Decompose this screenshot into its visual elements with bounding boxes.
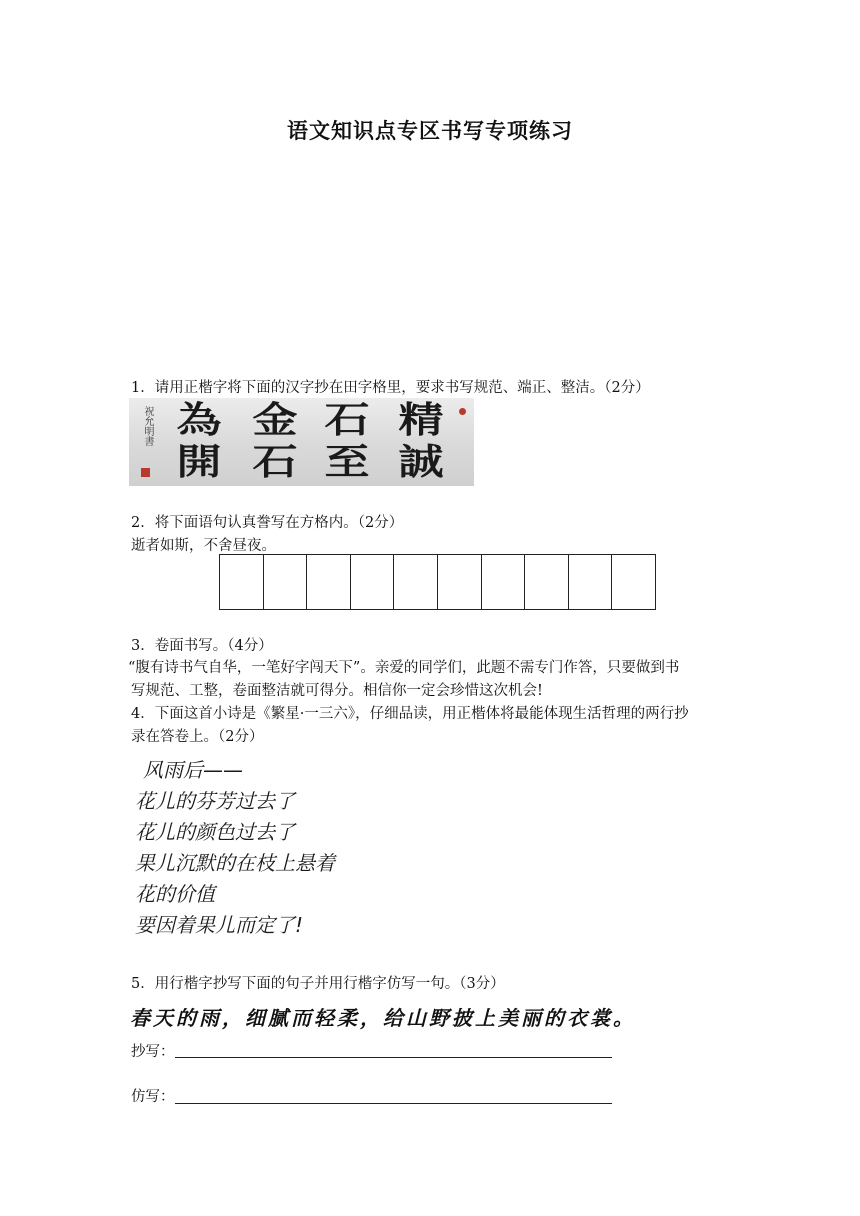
calligraphy-char: 誠 xyxy=(398,441,444,483)
poem-line: 要因着果儿而定了! xyxy=(135,913,304,937)
grid-cell[interactable] xyxy=(612,555,656,609)
poem-line: 风雨后—— xyxy=(143,758,243,782)
calligraphy-sentence: 春天的雨，细腻而轻柔，给山野披上美丽的衣裳。 xyxy=(130,1006,636,1030)
calligraphy-char: 精 xyxy=(398,399,444,441)
calligraphy-char: 石 xyxy=(252,441,298,483)
grid-cell[interactable] xyxy=(482,555,526,609)
grid-cell[interactable] xyxy=(438,555,482,609)
question-2-sentence: 逝者如斯，不舍昼夜。 xyxy=(131,538,276,554)
question-4-text-line-2: 录在答卷上。（2分） xyxy=(131,729,264,745)
imitate-answer-line[interactable] xyxy=(175,1086,612,1104)
grid-cell[interactable] xyxy=(220,555,264,609)
calligraphy-signature: 祝允明書 xyxy=(142,406,153,446)
seal-stamp-icon xyxy=(141,468,150,477)
question-3-body-line-1: “腹有诗书气自华，一笔好字闯天下”。亲爱的同学们，此题不需专门作答，只要做到书 xyxy=(128,660,680,676)
question-4-text-line-1: 4．下面这首小诗是《繁星·一三六》，仔细品读，用正楷体将最能体现生活哲理的两行抄 xyxy=(131,706,689,722)
calligraphy-char: 金 xyxy=(252,399,298,441)
question-5-text: 5．用行楷字抄写下面的句子并用行楷字仿写一句。（3分） xyxy=(131,976,505,992)
calligraphy-char: 開 xyxy=(176,441,222,483)
calligraphy-char: 為 xyxy=(176,399,222,441)
page-title: 语文知识点专区书写专项练习 xyxy=(287,119,573,143)
poem-line: 花儿的芬芳过去了 xyxy=(135,789,295,813)
copy-label: 抄写： xyxy=(131,1044,175,1060)
poem-line: 花儿的颜色过去了 xyxy=(135,820,295,844)
calligraphy-char: 石 xyxy=(324,399,370,441)
grid-cell[interactable] xyxy=(351,555,395,609)
grid-cell[interactable] xyxy=(394,555,438,609)
grid-cell[interactable] xyxy=(569,555,613,609)
grid-cell[interactable] xyxy=(307,555,351,609)
imitate-label: 仿写： xyxy=(131,1089,175,1105)
seal-stamp-icon xyxy=(459,408,466,415)
calligraphy-char: 至 xyxy=(324,441,370,483)
copy-answer-line[interactable] xyxy=(175,1040,612,1058)
poem-line: 花的价值 xyxy=(135,882,215,906)
poem-line: 果儿沉默的在枝上悬着 xyxy=(135,851,335,875)
grid-cell[interactable] xyxy=(264,555,308,609)
question-1-text: 1．请用正楷字将下面的汉字抄在田字格里，要求书写规范、端正、整洁。（2分） xyxy=(131,380,650,396)
question-3-body-line-2: 写规范、工整，卷面整洁就可得分。相信你一定会珍惜这次机会! xyxy=(131,683,543,699)
writing-grid xyxy=(219,554,656,610)
calligraphy-banner-image xyxy=(129,398,474,486)
grid-cell[interactable] xyxy=(525,555,569,609)
question-2-text: 2．将下面语句认真誊写在方格内。（2分） xyxy=(131,515,404,531)
question-3-text: 3．卷面书写。（4分） xyxy=(131,638,273,654)
